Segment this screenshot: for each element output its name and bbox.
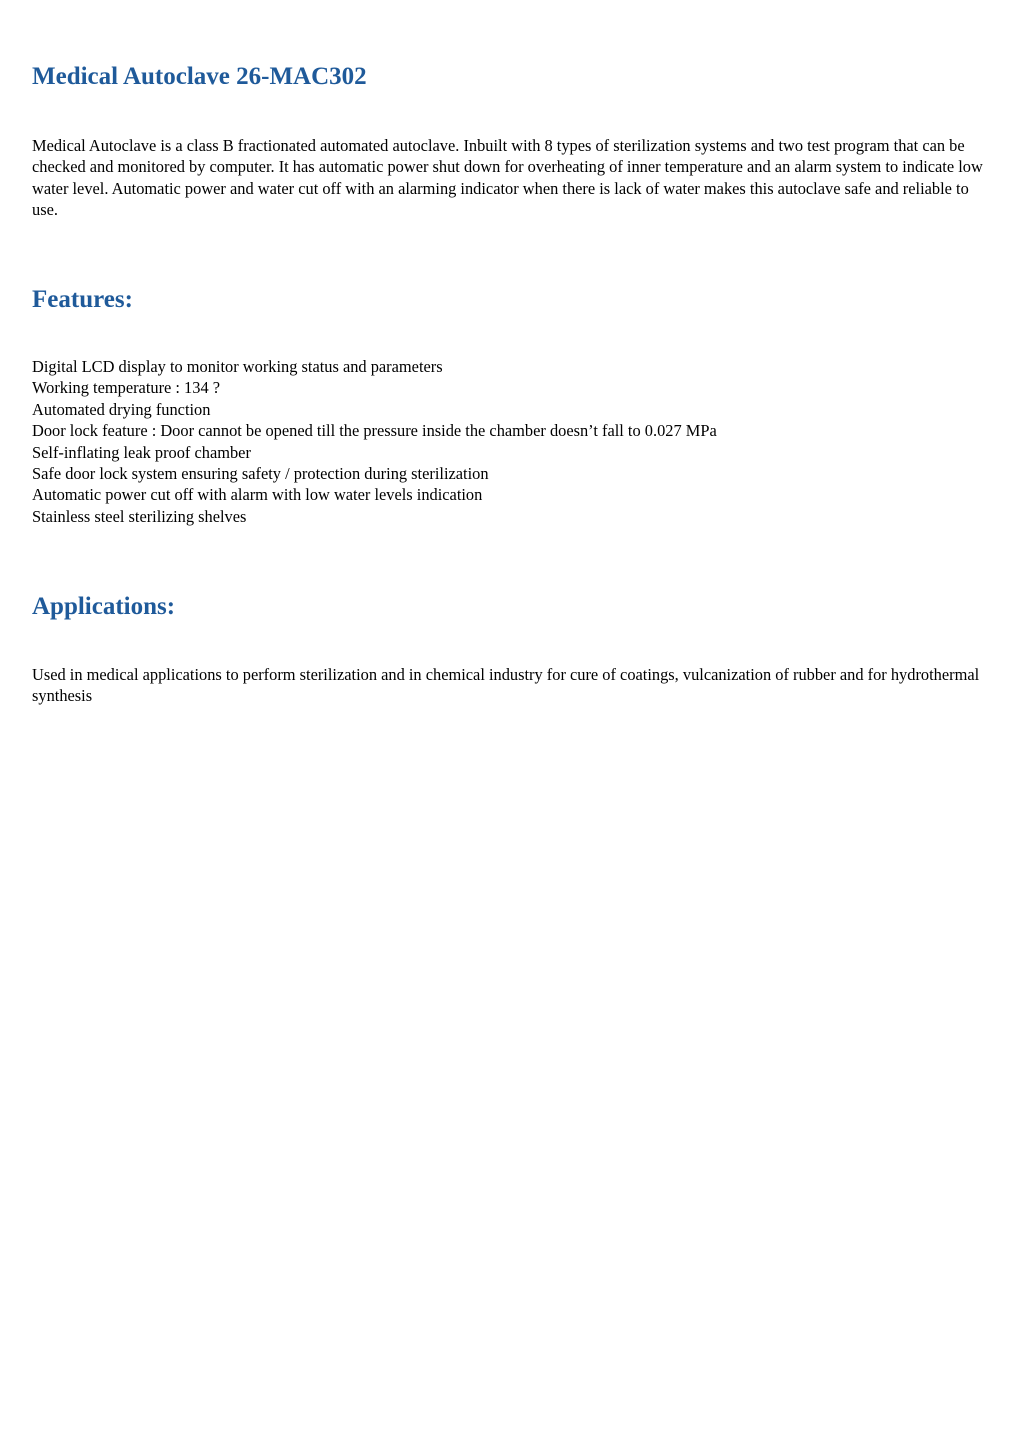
applications-paragraph: Used in medical applications to perform sterilization and in chemical industry for cure of coatings, vulcanization of rubber and for hydrothermal synthesis xyxy=(32,665,980,706)
feature-item: Automatic power cut off with alarm with low water levels indication xyxy=(32,485,483,505)
feature-item: Door lock feature : Door cannot be opened till the pressure inside the chamber doesn’t fall to 0.027 MPa xyxy=(32,421,717,441)
features-heading: Features: xyxy=(32,286,133,313)
intro-paragraph: Medical Autoclave is a class B fractionated automated autoclave. Inbuilt with 8 types of sterilization systems and two test program that can be checked and monitored by computer. It has automatic power shut down for overheating of inner temperature and an alarm system to indicate low water level. Automatic power and water cut off with an alarming indicator when there is lack of water makes this autoclave safe and reliable to use. xyxy=(32,136,983,220)
feature-item: Digital LCD display to monitor working status and parameters xyxy=(32,357,443,376)
feature-item: Automated drying function xyxy=(32,399,211,419)
applications-heading: Applications: xyxy=(32,593,176,620)
feature-item: Working temperature : 134 ? xyxy=(32,378,221,398)
feature-item: Stainless steel sterilizing shelves xyxy=(32,506,247,526)
page-title: Medical Autoclave 26-MAC302 xyxy=(32,63,367,90)
feature-item: Safe door lock system ensuring safety / protection during sterilization xyxy=(32,464,489,484)
features-list xyxy=(32,356,717,527)
feature-item: Self-inflating leak proof chamber xyxy=(32,442,251,462)
